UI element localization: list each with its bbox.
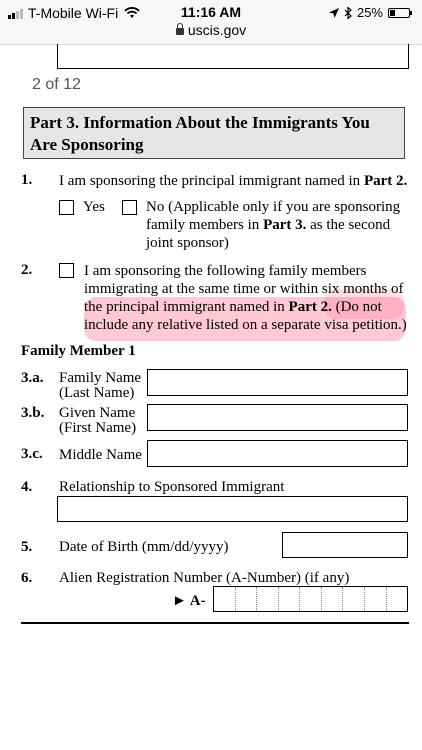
field-3c-label: Middle Name xyxy=(59,447,142,463)
family-member-heading: Family Member 1 xyxy=(21,343,136,359)
location-arrow-icon xyxy=(329,8,339,18)
part3-title-line2: Are Sponsoring xyxy=(30,135,144,154)
item2-checkbox[interactable] xyxy=(59,263,74,278)
item1-text-pre: I am sponsoring the principal immigrant named in xyxy=(59,173,364,189)
item1-text xyxy=(59,172,407,190)
field-6-number: 6. xyxy=(21,570,33,586)
field-4-label: Relationship to Sponsored Immigrant xyxy=(59,479,285,495)
item1-no-line2-pre: family members in xyxy=(146,217,264,233)
status-bar xyxy=(0,0,422,45)
item1-no-line2-post: as the second xyxy=(306,217,391,233)
relationship-input[interactable] xyxy=(57,496,408,522)
field-3b-label-line2: (First Name) xyxy=(59,420,137,436)
item2-line2: immigrating at the same time or within six months of xyxy=(84,281,404,297)
field-3b-label-line1: Given Name xyxy=(59,405,136,421)
battery-percent: 25% xyxy=(356,5,383,20)
middle-name-input[interactable] xyxy=(147,440,408,467)
previous-page-field[interactable] xyxy=(57,44,409,69)
a-number-prefix: ► A- xyxy=(172,593,206,609)
part3-header xyxy=(23,107,405,159)
item1-no-line2 xyxy=(146,216,390,234)
field-4-number: 4. xyxy=(21,479,33,495)
item2-line3-pre: the principal immigrant named in xyxy=(84,299,289,315)
lock-icon xyxy=(176,28,184,35)
item2-line1: I am sponsoring the following family members xyxy=(84,263,367,279)
date-of-birth-input[interactable] xyxy=(282,532,408,558)
item2-line3 xyxy=(84,298,382,316)
item1-number: 1. xyxy=(21,172,33,188)
item1-yes-label: Yes xyxy=(83,199,105,215)
field-5-label: Date of Birth (mm/dd/yyyy) xyxy=(59,539,229,555)
field-5-number: 5. xyxy=(21,539,33,555)
item2-number: 2. xyxy=(21,262,33,278)
a-number-input[interactable] xyxy=(213,586,408,612)
status-right xyxy=(329,5,410,20)
carrier-name: T-Mobile Wi-Fi xyxy=(28,5,119,21)
address-bar[interactable] xyxy=(0,22,422,38)
item1-text-bold: Part 2. xyxy=(363,173,408,189)
field-3b-number: 3.b. xyxy=(21,405,45,421)
item2-line3-bold: Part 2. xyxy=(288,299,332,315)
item1-no-line2-bold: Part 3. xyxy=(263,217,307,233)
item1-no-line1: No (Applicable only if you are sponsoring xyxy=(146,199,401,215)
field-3c-number: 3.c. xyxy=(21,446,43,462)
given-name-input[interactable] xyxy=(147,404,408,431)
item1-yes-checkbox[interactable] xyxy=(59,200,74,215)
item1-no-checkbox[interactable] xyxy=(122,200,137,215)
bluetooth-icon xyxy=(344,7,352,19)
clock: 11:16 AM xyxy=(180,4,242,20)
battery-icon xyxy=(388,8,410,18)
item1-no-line3: joint sponsor) xyxy=(146,235,229,251)
item2-line4: include any relative listed on a separate visa petition.) xyxy=(84,317,407,333)
page-indicator: 2 of 12 xyxy=(32,76,81,93)
field-6-label: Alien Registration Number (A-Number) (if any) xyxy=(59,570,350,586)
url-text: uscis.gov xyxy=(187,22,247,38)
field-3a-label-line2: (Last Name) xyxy=(59,385,135,401)
item2-line3-post: (Do not xyxy=(331,299,382,315)
part3-title-line1: Part 3. Information About the Immigrants You xyxy=(30,113,370,132)
field-3a-label-line1: Family Name xyxy=(59,370,142,386)
field-3a-number: 3.a. xyxy=(21,370,44,386)
family-name-input[interactable] xyxy=(147,369,408,396)
section-divider xyxy=(21,622,409,624)
